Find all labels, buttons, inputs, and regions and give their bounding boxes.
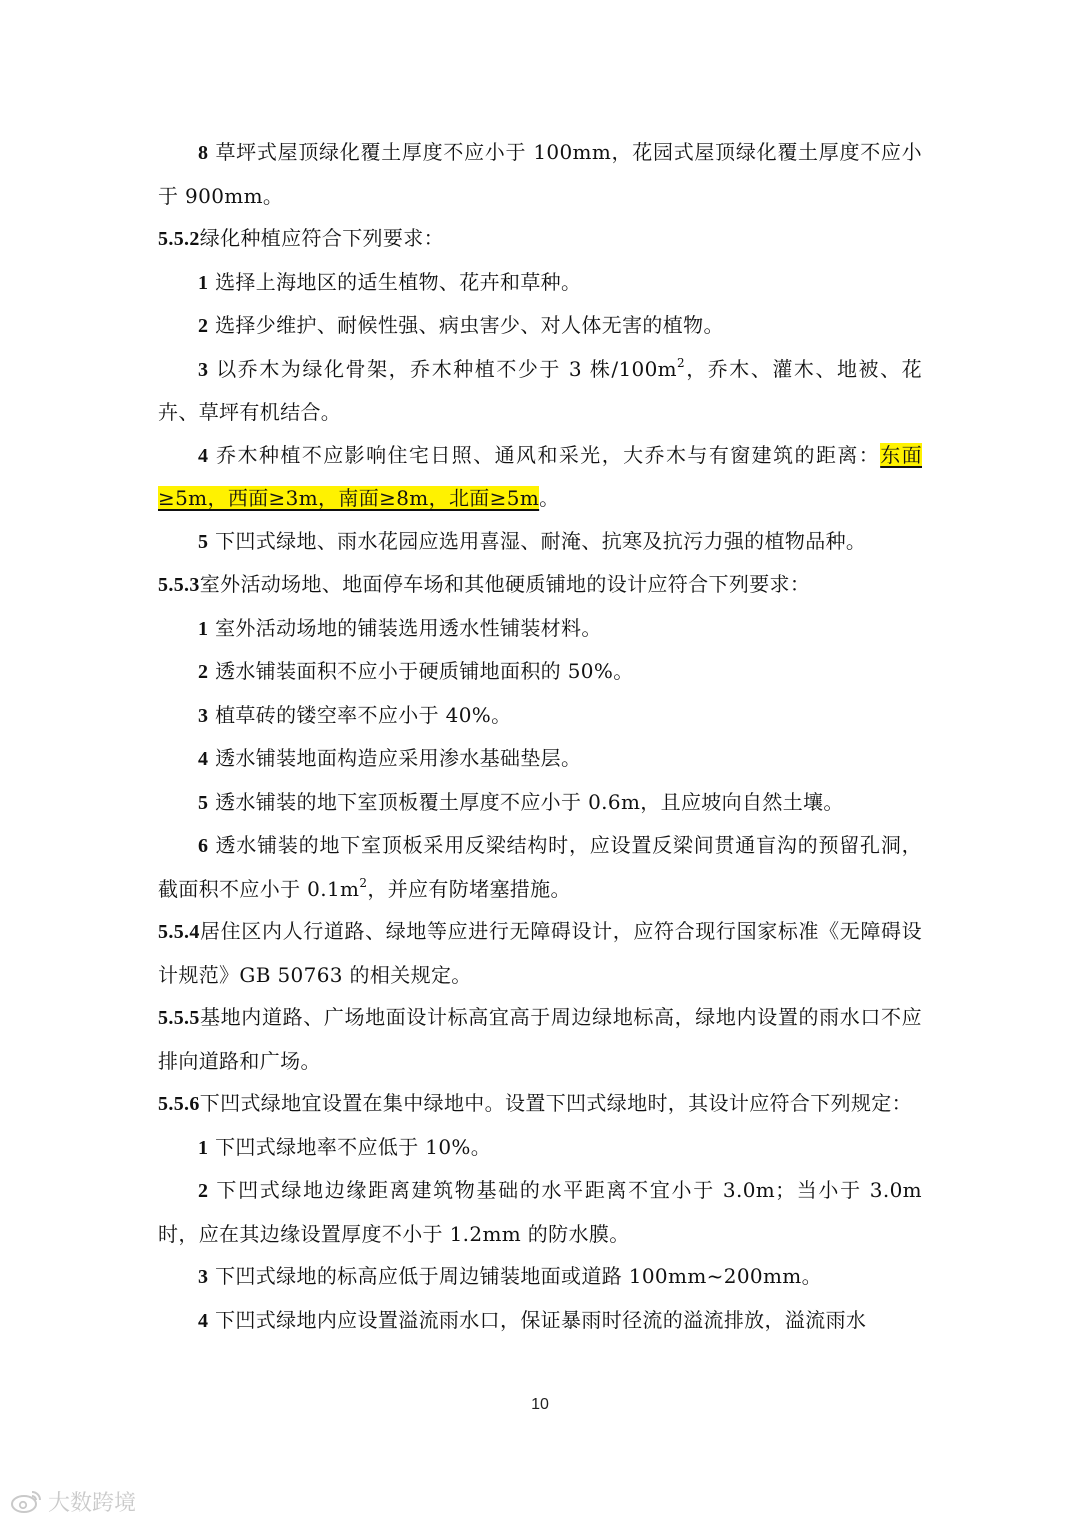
section-heading <box>158 910 922 996</box>
clause-number: 3 <box>198 1266 209 1288</box>
clause-item <box>158 824 922 910</box>
section-number: 5.5.5 <box>158 1007 200 1029</box>
clause-number: 2 <box>198 315 209 337</box>
clause-item <box>158 694 922 738</box>
clause-number: 4 <box>198 1309 209 1332</box>
clause-number: 1 <box>198 1136 209 1159</box>
section-heading <box>158 563 922 607</box>
clause-text: 下凹式绿地边缘距离建筑物基础的水平距离不宜小于 3.0m；当小于 3.0m时，应在其边缘设置厚度不小于 1.2mm 的防水膜。 <box>158 1178 922 1246</box>
clause-text: 室外活动场地的铺装选用透水性铺装材料。 <box>215 615 602 640</box>
weibo-logo-icon <box>10 1487 44 1515</box>
section-heading <box>158 217 922 261</box>
clause-number: 4 <box>198 748 209 770</box>
section-text: 室外活动场地、地面停车场和其他硬质铺地的设计应符合下列要求： <box>199 572 811 596</box>
section-number: 5.5.3 <box>158 574 200 596</box>
superscript: 2 <box>359 875 368 890</box>
clause-item <box>158 434 922 520</box>
section-text: 绿化种植应符合下列要求： <box>199 226 444 250</box>
clause-text: 以乔木为绿化骨架，乔木种植不少于 3 株/100m <box>216 356 677 381</box>
highlighted-text: 东面≥5m，西面≥3m，南面≥8m，北面≥5m <box>158 442 922 510</box>
clause-number: 4 <box>198 444 209 467</box>
clause-text: 透水铺装面积不应小于硬质铺地面积的 50%。 <box>215 659 634 683</box>
clause-text: 下凹式绿地率不应低于 10%。 <box>215 1134 492 1159</box>
clause-number: 3 <box>198 704 209 727</box>
section-number: 5.5.4 <box>158 921 200 943</box>
clause-item <box>158 520 922 564</box>
clause-item <box>158 607 922 651</box>
clause-text-continued: ，乔木、灌木、地被、花卉、草坪有机结合。 <box>158 356 922 424</box>
clause-item <box>158 781 922 825</box>
section-text: 居住区内人行道路、绿地等应进行无障碍设计，应符合现行国家标准《无障碍设计规范》GB 50763 的相关规定。 <box>158 919 922 987</box>
document-body <box>158 131 922 1342</box>
section-text: 基地内道路、广场地面设计标高宜高于周边绿地标高，绿地内设置的雨水口不应排向道路和广场。 <box>158 1005 922 1073</box>
clause-text: 草坪式屋顶绿化覆土厚度不应小于 100mm，花园式屋顶绿化覆土厚度不应小于 900mm。 <box>158 140 922 208</box>
clause-item <box>158 1299 922 1343</box>
clause-text: 选择上海地区的适生植物、花卉和草种。 <box>215 269 582 294</box>
clause-text: 透水铺装的地下室顶板覆土厚度不应小于 0.6m，且应坡向自然土壤。 <box>215 789 844 814</box>
clause-item <box>158 261 922 305</box>
clause-number: 2 <box>198 661 209 683</box>
clause-number: 8 <box>198 142 209 164</box>
clause-number: 5 <box>198 530 209 553</box>
section-heading <box>158 996 922 1082</box>
clause-item <box>158 1169 922 1255</box>
clause-item <box>158 348 922 434</box>
clause-number: 2 <box>198 1180 209 1202</box>
clause-text-continued: ，并应有防堵塞措施。 <box>367 876 571 901</box>
clause-text-continued: 。 <box>539 486 560 510</box>
watermark-text: 大数跨境 <box>48 1490 137 1516</box>
section-number: 5.5.2 <box>158 228 200 250</box>
clause-text: 植草砖的镂空率不应小于 40%。 <box>215 702 512 727</box>
clause-number: 6 <box>198 835 209 857</box>
clause-number: 5 <box>198 791 209 814</box>
page-number: 10 <box>531 1396 549 1413</box>
clause-item <box>158 304 922 348</box>
clause-number: 1 <box>198 271 209 294</box>
watermark <box>10 1486 136 1516</box>
section-text: 下凹式绿地宜设置在集中绿地中。设置下凹式绿地时，其设计应符合下列规定： <box>199 1091 912 1115</box>
section-heading <box>158 1082 922 1126</box>
clause-text: 下凹式绿地的标高应低于周边铺装地面或道路 100mm~200mm。 <box>215 1264 822 1288</box>
section-number: 5.5.6 <box>158 1093 200 1115</box>
clause-text: 乔木种植不应影响住宅日照、通风和采光，大乔木与有窗建筑的距离： <box>216 442 881 467</box>
clause-item <box>158 1255 922 1299</box>
clause-number: 3 <box>198 358 209 381</box>
clause-number: 1 <box>198 617 209 640</box>
clause-text: 下凹式绿地内应设置溢流雨水口，保证暴雨时径流的溢流排放，溢流雨水 <box>215 1307 867 1332</box>
clause-text: 选择少维护、耐候性强、病虫害少、对人体无害的植物。 <box>215 313 724 337</box>
clause-item <box>158 650 922 694</box>
clause-text: 透水铺装的地下室顶板采用反梁结构时，应设置反梁间贯通盲沟的预留孔洞，截面积不应小于 0.1m <box>158 833 922 901</box>
superscript: 2 <box>677 355 685 370</box>
clause-item <box>158 131 922 217</box>
clause-item <box>158 737 922 781</box>
clause-item <box>158 1126 922 1170</box>
clause-text: 下凹式绿地、雨水花园应选用喜湿、耐淹、抗寒及抗污力强的植物品种。 <box>215 528 867 553</box>
clause-text: 透水铺装地面构造应采用渗水基础垫层。 <box>215 746 582 770</box>
